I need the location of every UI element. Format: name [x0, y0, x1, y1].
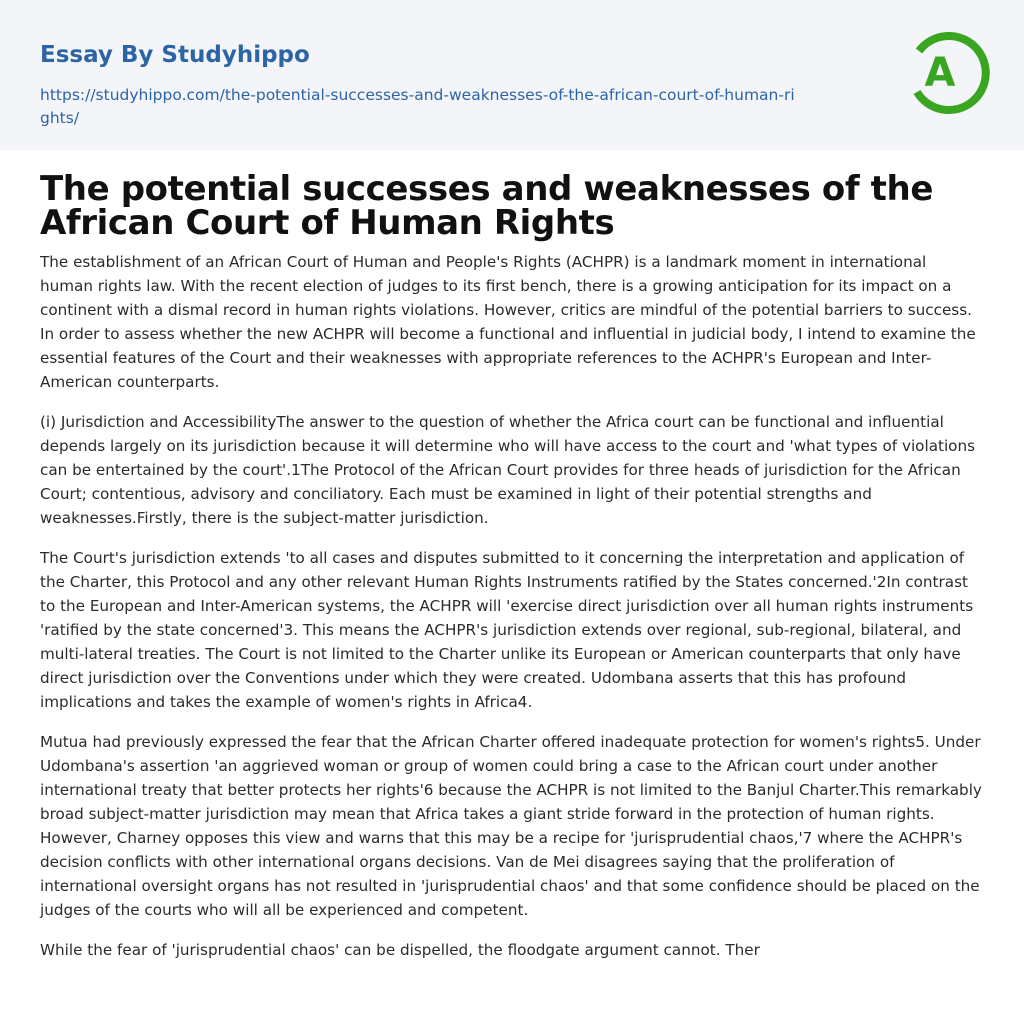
article — [0, 150, 1024, 962]
paragraph: (i) Jurisdiction and AccessibilityThe answer to the question of whether the Africa court can be functional and influential depends largely on its jurisdiction because it will determine who will have access to the court and 'what types of violations can be entertained by the court'.1The Protocol of the African Court provides for three heads of jurisdiction for the African Court; contentious, advisory and conciliatory. Each must be examined in light of their potential strengths and weaknesses.Firstly, there is the subject-matter jurisdiction. — [40, 413, 976, 527]
logo-letter: A — [924, 50, 956, 96]
logo-ring-icon — [910, 28, 990, 116]
paragraph: While the fear of 'jurisprudential chaos' can be dispelled, the floodgate argument cannot. Ther — [40, 941, 760, 959]
brand-title: Essay By Studyhippo — [40, 42, 310, 68]
paragraph: The establishment of an African Court of Human and People's Rights (ACHPR) is a landmark moment in international human rights law. With the recent election of judges to its first bench, there is a growing anticipation for its impact on a continent with a dismal record in human rights violations. However, critics are mindful of the potential barriers to success. In order to assess whether the new ACHPR will become a functional and influential in judicial body, I intend to examine the essential features of the Court and their weaknesses with appropriate references to the ACHPR's European and Inter-American counterparts. — [40, 253, 976, 391]
paragraph: The Court's jurisdiction extends 'to all cases and disputes submitted to it concerning the interpretation and application of the Charter, this Protocol and any other relevant Human Rights Instruments ratified by the States concerned.'2In contrast to the European and Inter-American systems, the ACHPR will 'exercise direct jurisdiction over all human rights instruments 'ratified by the state concerned'3. This means the ACHPR's jurisdiction extends over regional, sub-regional, bilateral, and multi-lateral treaties. The Court is not limited to the Charter unlike its European or American counterparts that only have direct jurisdiction over the Conventions under which they were created. Udombana asserts that this has profound implications and takes the example of women's rights in Africa4. — [40, 549, 974, 711]
studyhippo-logo[interactable] — [910, 28, 990, 116]
paragraph: Mutua had previously expressed the fear that the African Charter offered inadequate protection for women's rights5. Under Udombana's assertion 'an aggrieved woman or group of women could bring a case to the African court under another international treaty that better protects her rights'6 because the ACHPR is not limited to the Banjul Charter.This remarkably broad subject-matter jurisdiction may mean that Africa takes a giant stride forward in the protection of human rights. However, Charney opposes this view and warns that this may be a recipe for 'jurisprudential chaos,'7 where the ACHPR's decision conflicts with other international organs decisions. Van de Mei disagrees saying that the proliferation of international oversight organs has not resulted in 'jurisprudential chaos' and that some confidence should be placed on the judges of the courts who will all be experienced and competent. — [40, 733, 982, 919]
site-header — [0, 0, 1024, 150]
source-url-link[interactable]: https://studyhippo.com/the-potential-successes-and-weaknesses-of-the-african-court-of-human-rights/ — [40, 86, 795, 127]
page-title: The potential successes and weaknesses of the African Court of Human Rights — [40, 169, 933, 243]
